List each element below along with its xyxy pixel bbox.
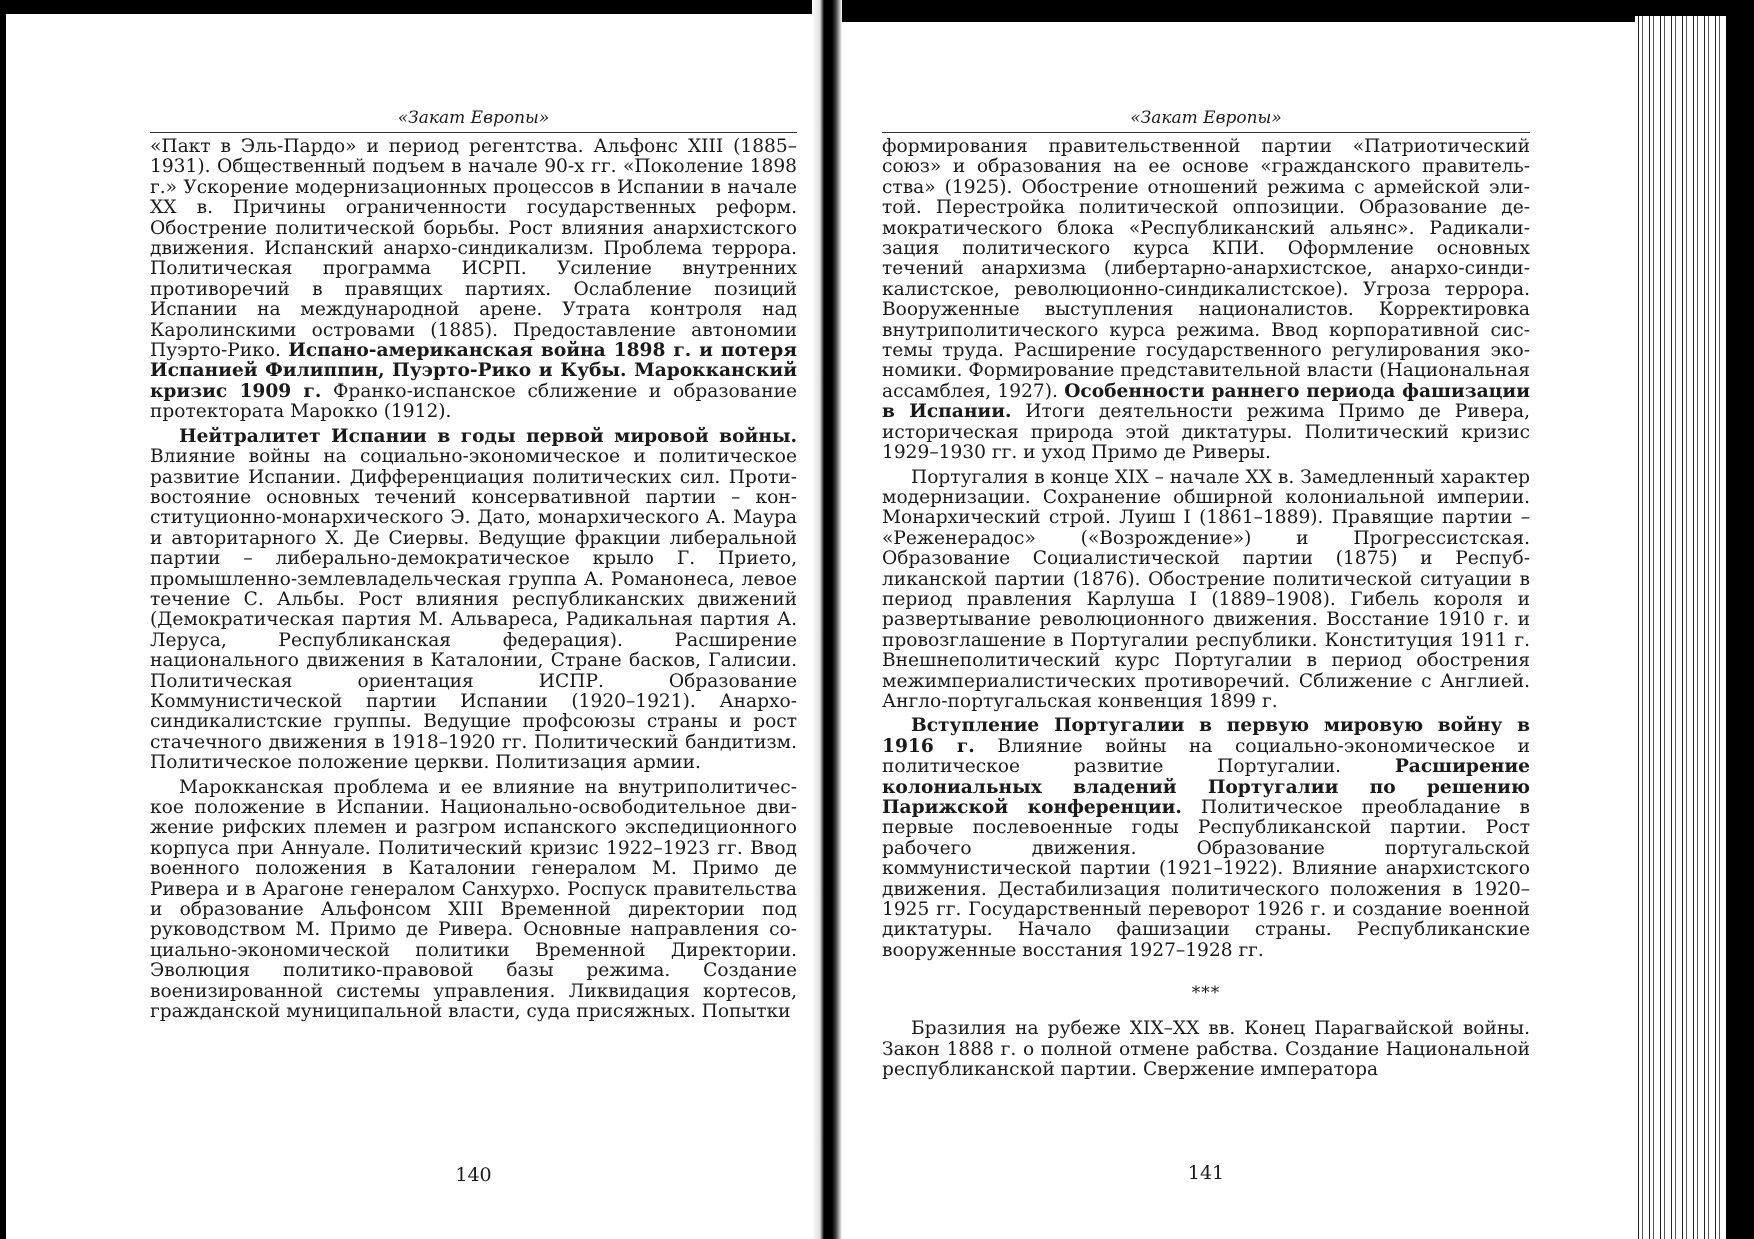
text-run: Влияние войны на социально-экономическое и политическое развитие Испании. Дифференциация политических сил. Противостояние основных течений консервативной партии – конституционно-монархического Э. Дато, монархического А. Маура и авторитарного Х. Де Сиервы. Ведущие фракции либеральной партии – либерально-демократическое крыло Г. Прието, промышленно-землевладельческая группа А. Романонеса, левое течение С. Альбы. Рост влияния республиканских движений (Демократическая партия М. Альвареса, Радикальная партия А. Леруса, Республиканская федерация). Расширение национального движения в Каталонии, Стране басков, Галисии. Политическая ориентация ИСПР. Образование Коммунистической партии Испании (1920–1921). Анархо-синдикалистские группы. Ведущие профсоюзы страны и рост стачечного движения в 1918–1920 гг. Политический бандитизм. Политическое положение церкви. Политизация армии. <box>150 446 797 774</box>
text-run: «Пакт в Эль-Пардо» и период регентства. Альфонс XIII (1885–1931). Общественный подъем в начале 90-х гг. «Поколение 1898 г.» Ускорение модернизационных процессов в Испании в начале XX в. Причины ограниченности государственных реформ. Обострение политической борьбы. Рост влияния анархистского движения. Испанский анархо-синдикализм. Проблема террора. Политическая программа ИСРП. Усиление внутренних противоречий в правящих партиях. Ослабление позиций Испании на международной арене. Утрата контроля над Каролинскими островами (1885). Предоставление автономии Пуэрто-Рико. <box>150 136 797 362</box>
running-header-right: «Закат Европы» <box>882 108 1530 133</box>
bold-text-run: Нейтралитет Испании в годы первой мировой войны. <box>179 425 797 447</box>
text-run: Франко-испанское сближение и образование протектората Марокко (1912). <box>150 380 798 423</box>
page-number-left: 140 <box>455 1164 492 1186</box>
section-separator: *** <box>1191 983 1221 1004</box>
scan-edge-top-left <box>0 0 815 14</box>
text-run: формирования правительственной партии «Патриотический союз» и образования на ее основе «гражданского правительства» (1925). Обострение отношений режима с армейской элитой. Перестройка политической оппозиции. Образование демократического блока «Республиканский альянс». Радикализация политического курса КПИ. Оформление основных течений анархизма (либертарно-анархистское, анархо-синдикалистское, революционно-синдикалистское). Угроза террора. Вооруженные выступления националистов. Корректировка внутриполитического курса режима. Ввод корпоративной системы труда. Расширение государственного регулирования экономики. Формирование представительной власти (Национальная ассамблея, 1927). <box>882 136 1530 402</box>
page-edges-stack <box>1635 16 1754 1239</box>
book-gutter <box>812 0 842 1239</box>
text-run: Влияние войны на социально-экономическое и политическое развитие Португалии. <box>882 735 1531 778</box>
page-number-right: 141 <box>1187 1162 1225 1184</box>
paragraph <box>150 137 797 423</box>
text-run: Политическое преобладание в первые послевоенные годы Республиканской партии. Рост рабочего движения. Образование португальской коммунистической партии (1921–1922). Влияние анархистского движения. Дестабилизация политического положения в 1920–1925 гг. Государственный переворот 1926 г. и создание военной диктатуры. Начало фашизации страны. Республиканские вооруженные восстания 1927–1928 гг. <box>882 797 1530 961</box>
paragraph <box>150 427 797 774</box>
bold-text-run: Особенности раннего периода фашизации в Испании. <box>882 380 1530 423</box>
scan-edge-top-right <box>836 0 1754 22</box>
bold-text-run: Вступление Португалии в первую мировую войну в 1916 г. <box>882 715 1530 757</box>
left-page-body <box>150 137 797 1022</box>
text-run: Итоги деятельности режима Примо де Ривера, историческая природа этой диктатуры. Политический кризис 1929–1930 гг. и уход Примо де Риверы. <box>882 401 1530 464</box>
text-run: Португалия в конце XIX – начале XX в. Замедленный характер модернизации. Сохранение обширной колониальной империи. Монархический строй. Луиш I (1861–1889). Правящие партии – «Реженерадос» («Возрождение») и Прогрессистская. Образование Социалистической партии (1875) и Республиканской партии (1876). Обострение политической ситуации в период правления Карлуша I (1889–1908). Гибель короля и развертывание революционного движения. Восстание 1910 г. и провозглашение в Португалии республики. Конституция 1911 г. Внешнеполитический курс Португалии в период обострения межимпериалистических противоречий. Сближение с Англией. Англо-португальская конвенция 1899 г. <box>882 466 1530 712</box>
right-page-body-continued <box>882 1019 1530 1080</box>
right-page-body <box>882 137 1530 961</box>
paragraph <box>150 778 797 1023</box>
paragraph <box>882 716 1530 961</box>
text-run: Бразилия на рубеже XIX–XX вв. Конец Парагвайской войны. Закон 1888 г. о полной отмене рабства. Создание Национальной республиканской партии. Свержение императора <box>882 1018 1530 1081</box>
left-page <box>150 108 797 1022</box>
bold-text-run: Расширение колониальных владений Португалии по решению Парижской конференции. <box>882 756 1530 818</box>
paragraph <box>882 468 1530 713</box>
paragraph <box>882 1019 1530 1080</box>
bold-text-run: Испано-американская война 1898 г. и потеря Испанией Филиппин, Пуэрто-Рико и Кубы. Марокканский кризис 1909 г. <box>150 340 797 402</box>
running-header-left: «Закат Европы» <box>150 108 797 133</box>
scan-edge-left <box>0 0 6 1239</box>
right-page <box>882 108 1530 1080</box>
paragraph <box>882 137 1530 464</box>
text-run: Марокканская проблема и ее влияние на внутриполитическое положение в Испании. Национально-освободительное движение рифских племен и разгром испанского экспедиционного корпуса при Аннуале. Политический кризис 1922–1923 гг. Ввод военного положения в Каталонии генералом М. Примо де Ривера и в Арагоне генералом Санхурхо. Роспуск правительства и образование Альфонсом XIII Временной директории под руководством М. Примо де Ривера. Основные направления социально-экономической политики Временной Директории. Эволюция политико-правовой базы режима. Создание военизированной системы управления. Ликвидация кортесов, гражданской муниципальной власти, суда присяжных. Попытки <box>150 776 797 1023</box>
